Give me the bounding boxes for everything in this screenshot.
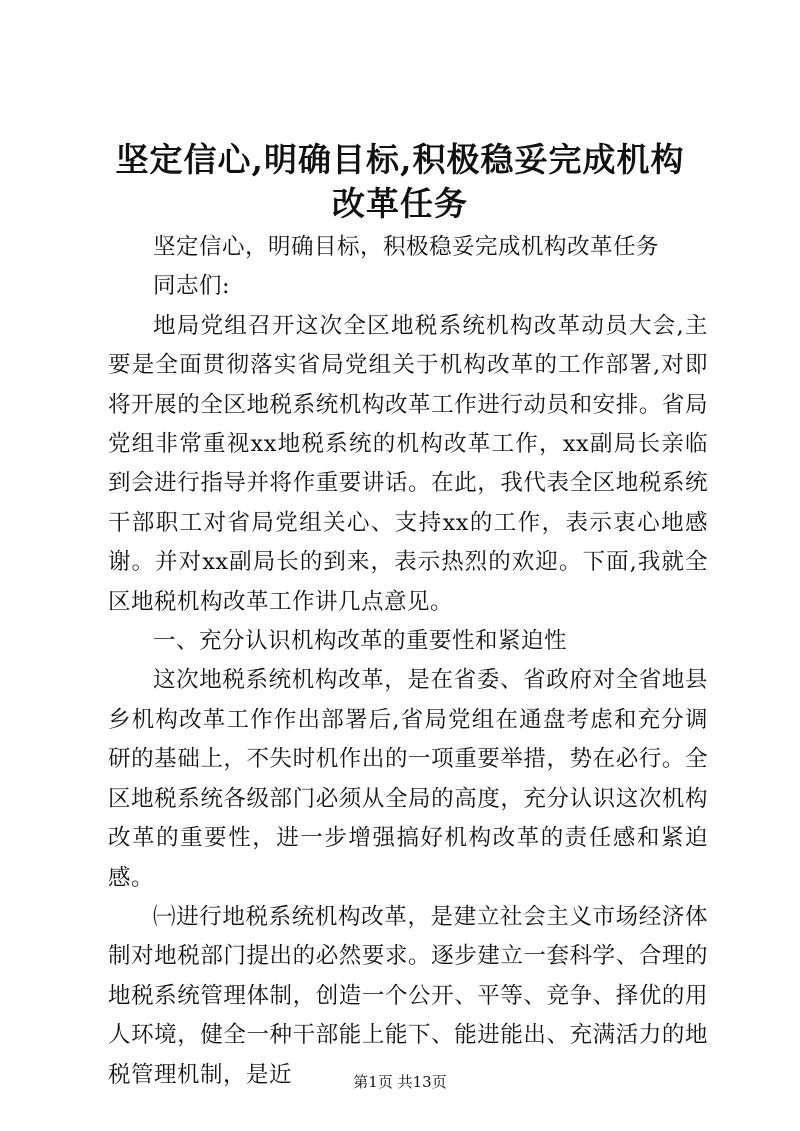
section-heading-1: 一、充分认识机构改革的重要性和紧迫性	[153, 628, 568, 655]
paragraph-section-1: 这次地税系统机构改革，是在省委、省政府对全省地县乡机构改革工作作出部署后,省局党组在通盘考虑和充分调研的基础上，不失时机作出的一项重要举措，势在必行。全区地税系统各级部门必须从全局的高度，充分认识这次机构改革的重要性，进一步增强搞好机构改革的责任感和紧迫感。	[108, 667, 708, 891]
document-title: 坚定信心,明确目标,积极稳妥完成机构改革任务	[115, 140, 685, 223]
paragraph-salutation: 同志们:	[153, 273, 231, 300]
page-number-footer: 第1页 共13页	[353, 1073, 447, 1091]
paragraph-point-1: ㈠进行地税系统机构改革，是建立社会主义市场经济体制对地税部门提出的必然要求。逐步建立一套科学、合理的地税系统管理体制，创造一个公开、平等、竞争、择优的用人环境，健全一种干部能上能下、能进能出、充满活力的地税管理机制，是近	[108, 903, 708, 1088]
paragraph-subtitle: 坚定信心，明确目标，积极稳妥完成机构改革任务	[153, 234, 660, 260]
paragraph-intro: 地局党组召开这次全区地税系统机构改革动员大会,主要是全面贯彻落实省局党组关于机构改革的工作部署,对即将开展的全区地税系统机构改革工作进行动员和安排。省局党组非常重视xx地税系统的机构改革工作，xx副局长亲临到会进行指导并将作重要讲话。在此，我代表全区地税系统干部职工对省局党组关心、支持xx的工作，表示衷心地感谢。并对xx副局长的到来，表示热烈的欢迎。下面,我就全区地税机构改革工作讲几点意见。	[108, 312, 708, 615]
document-body	[108, 228, 708, 1095]
